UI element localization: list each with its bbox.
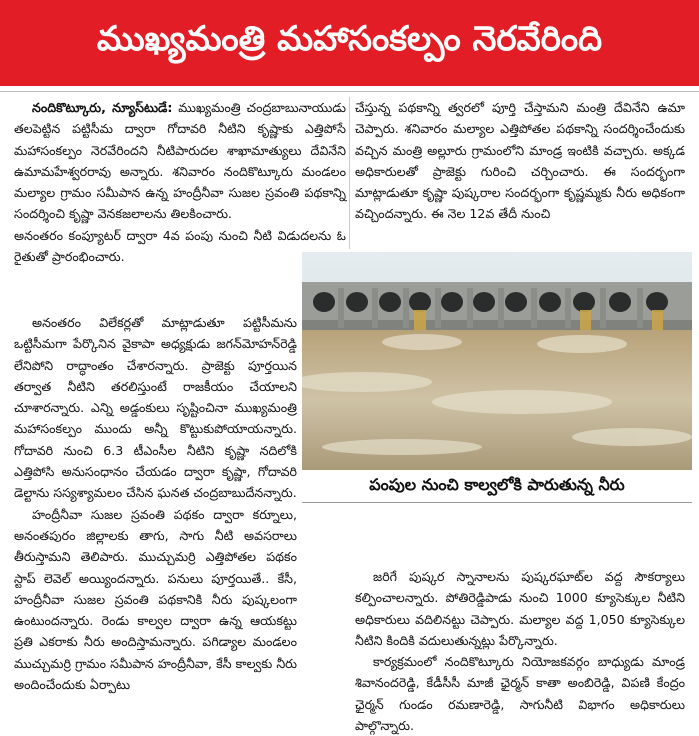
article-paragraph: చేస్తున్న పథకాన్ని త్వరలో పూర్తి చేస్తామని మంత్రి దేవినేని ఉమా చెప్పారు. శనివారం మల్యాల ఎత్తిపోతల పథకాన్ని సందర్శించేందుకు వచ్చిన మంత్రి అల్లూరు గ్రామంలోని మాండ్ర ఇంటికి వచ్చారు. అక్కడ అధికారులతో ప్రాజెక్టు గురించి చర్చించారు. ఈ సందర్భంగా మాట్లాడుతూ కృష్ణా పుష్కరాల సందర్భంగా కృష్ణమ్మకు నీరు అధికంగా వచ్చిందన్నారు. ఈ నెల 12వ తేదీ నుంచి	[355, 100, 685, 222]
photo-caption: పంపుల నుంచి కాల్వలోకి పారుతున్న నీరు	[302, 470, 692, 503]
article-text: ముఖ్యమంత్రి చంద్రబాబునాయుడు తలపెట్టిన పట్టిసీమ ద్వారా గోదావరి నీటిని కృష్ణాకు ఎత్తిపోసే మహాసంకల్పం నెరవేరిందని నీటిపారుదల శాఖామాత్యులు దేవినేని ఉమామహేశ్వరరావు అన్నారు. శనివారం నందికొట్కూరు మండలం మల్యాల గ్రామం సమీపాన ఉన్న హంద్రీనీవా సుజల స్రవంతి పథకాన్ని సందర్శించి కృష్ణా వెనకజలాలను తిలకించారు.	[14, 100, 346, 222]
article-paragraph: అనంతరం కంప్యూటర్ ద్వారా 4వ పంపు నుంచి నీటి విడుదలను ఓ రైతుతో ప్రారంభించారు.	[14, 227, 346, 265]
article-paragraph	[14, 97, 346, 225]
article-column-left-bottom	[14, 312, 297, 695]
headline-text: ముఖ్యమంత్రి మహాసంకల్పం నెరవేరింది	[96, 19, 603, 59]
article-column-right-bottom	[355, 566, 685, 736]
article-paragraph: అనంతరం విలేకర్లతో మాట్లాడుతూ పట్టిసీమను ఒట్టిసీమగా పేర్కొనిన వైకాపా అధ్యక్షుడు జగన్‌మోహన్‌రెడ్డి లేనిపోని రాద్ధాంతం చేశారన్నారు. ప్రాజెక్టు పూర్తయిన తర్వాత నీటిని తరలిస్తుంటే రాజకీయం చేయాలని చూశారన్నారు. ఎన్ని అడ్డంకులు సృష్టించినా ముఖ్యమంత్రి మహాసంకల్పం ముందు అన్నీ కొట్టుకుపోయాయన్నారు. గోదావరి నుంచి 6.3 టీఎంసీల నీటిని కృష్ణా నదిలోకి ఎత్తిపోసి అనుసంధానం చేయడం ద్వారా కృష్ణా, గోదావరి డెల్టాను సస్యశ్యామలం చేసిన ఘనత చంద్రబాబుదేనన్నారు.	[14, 315, 297, 501]
article-paragraph: జరిగే పుష్కర స్నానాలను పుష్కరఘాట్‌ల వద్ద సౌకర్యాలు కల్పించాలన్నారు. పోతిరెడ్డిపాడు నుంచి 1000 క్యూసెక్కుల నీటిని అధికారులు వదిలినట్టు చెప్పారు. మల్యాల వద్ద 1,050 క్యూసెక్కుల నీటిని కిందికి వదులుతున్నట్లు పేర్కొన్నారు.	[355, 569, 685, 648]
article-column-right-top	[355, 97, 685, 225]
article-column-left-top	[14, 97, 346, 267]
article-paragraph: హంద్రీనీవా సుజల స్రవంతి పథకం ద్వారా కర్నూలు, అనంతపురం జిల్లాలకు తాగు, సాగు నీటి అవసరాలు తీరుస్తామని తెలిపారు. ముచ్చుమర్రి ఎత్తిపోతల పథకం స్టాప్ లెవెల్ అయ్యిందన్నారు. పనులు పూర్తయితే.. కేసీ, హంద్రీనీవా సుజల స్రవంతి పథకానికి నీరు పుష్కలంగా ఉంటుందన్నారు. రెండు కాల్వల ద్వారా ఉన్న ఆయకట్టు ప్రతి ఎకరాకు నీరు అందిస్తామన్నారు. పగిడ్యాల మండలం ముచ్చుమర్రి గ్రామం సమీపాన హంద్రీనీవా, కేసీ కాల్వకు నీరు అందించేందుకు ఏర్పాటు	[14, 506, 297, 693]
photo-illustration	[302, 252, 692, 470]
headline-banner	[0, 0, 699, 86]
dateline: నందికొట్కూరు, న్యూస్‌టుడే:	[32, 100, 173, 115]
column-separator	[349, 97, 350, 249]
pump-outflow-photo	[302, 252, 692, 470]
divider	[0, 91, 699, 92]
article-paragraph: కార్యక్రమంలో నందికొట్కూరు నియోజకవర్గం బాధ్యుడు మాండ్ర శివానందరెడ్డి, కేడీసీసీ మాజీ ఛైర్మన్ కాతా అంబిరెడ్డి, విపణి కేంద్రం ఛైర్మన్ గుండం రమణారెడ్డి, సాగునీటి విభాగం అధికారులు పాల్గొన్నారు.	[355, 654, 685, 734]
